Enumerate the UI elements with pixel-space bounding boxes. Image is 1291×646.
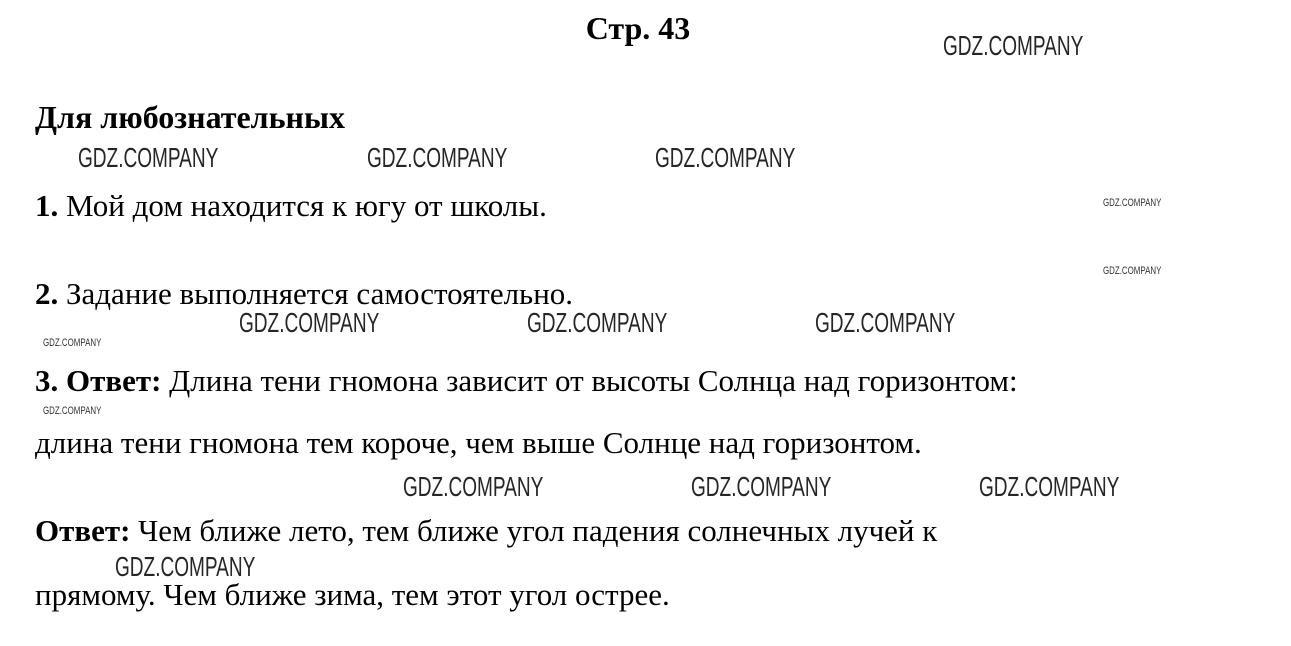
item-number: 3. <box>35 363 66 398</box>
watermark: GDZ.COMPANY <box>43 337 102 349</box>
item-label: Ответ: <box>35 513 139 548</box>
item-text: Мой дом находится к югу от школы. <box>66 188 547 223</box>
watermark: GDZ.COMPANY <box>943 30 1084 61</box>
item-text: Задание выполняется самостоятельно. <box>66 276 574 311</box>
watermark: GDZ.COMPANY <box>403 471 544 502</box>
answer-line-4 <box>35 423 922 463</box>
watermark: GDZ.COMPANY <box>527 307 668 338</box>
watermark: GDZ.COMPANY <box>815 307 956 338</box>
watermark: GDZ.COMPANY <box>655 142 796 173</box>
item-text: Чем ближе лето, тем ближе угол падения солнечных лучей к <box>138 513 938 548</box>
watermark: GDZ.COMPANY <box>979 471 1120 502</box>
answer-line-3 <box>35 361 1018 401</box>
watermark: GDZ.COMPANY <box>1103 197 1162 209</box>
page-title: Стр. 43 <box>585 10 691 46</box>
answer-line-5 <box>35 511 937 551</box>
answer-line-1 <box>35 186 547 226</box>
item-number: 2. <box>35 276 66 311</box>
watermark: GDZ.COMPANY <box>115 551 256 582</box>
watermark: GDZ.COMPANY <box>367 142 508 173</box>
watermark: GDZ.COMPANY <box>239 307 380 338</box>
section-title: Для любознательных <box>35 99 345 135</box>
item-text: прямому. Чем ближе зима, тем этот угол острее. <box>35 577 670 612</box>
item-text: Длина тени гномона зависит от высоты Солнца над горизонтом: <box>169 363 1018 398</box>
item-label: Ответ: <box>66 363 170 398</box>
watermark: GDZ.COMPANY <box>691 471 832 502</box>
watermark: GDZ.COMPANY <box>78 142 219 173</box>
watermark: GDZ.COMPANY <box>43 405 102 417</box>
item-text: длина тени гномона тем короче, чем выше Солнце над горизонтом. <box>35 425 922 460</box>
watermark: GDZ.COMPANY <box>1103 265 1162 277</box>
item-number: 1. <box>35 188 66 223</box>
